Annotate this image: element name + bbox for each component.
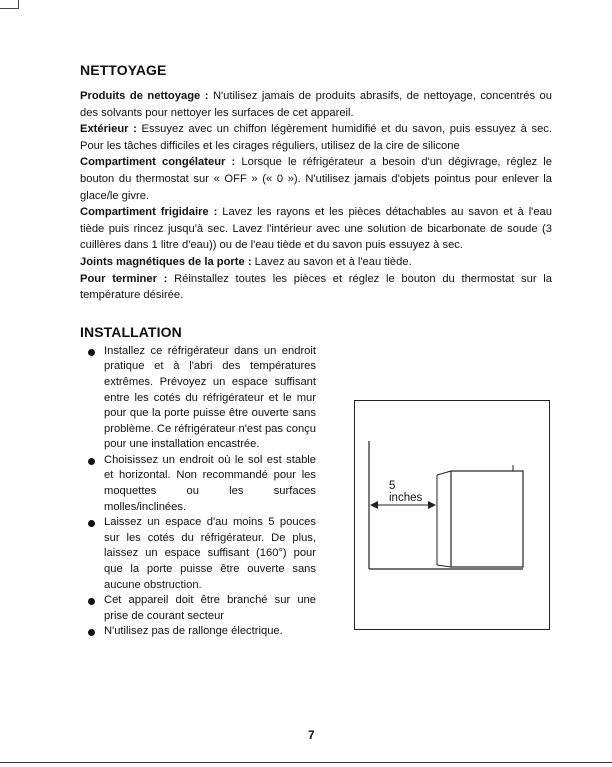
installation-section <box>80 344 552 640</box>
bullet-icon <box>88 598 95 605</box>
list-item <box>80 624 316 640</box>
cleaning-item-gaskets <box>80 254 552 271</box>
cleaning-term: Compartiment frigidaire : <box>80 206 218 219</box>
list-item-text: Laissez un espace d'au moins 5 pouces sur les cotés du réfrigérateur. De plus, laissez un espace suffisant (160°) pour que la porte puisse être ouverte sans aucune obstruction. <box>104 516 316 591</box>
bullet-icon <box>88 458 95 465</box>
page-number: 7 <box>308 728 315 742</box>
cleaning-title: NETTOYAGE <box>80 62 167 78</box>
dimension-arrow-left-icon <box>370 501 378 509</box>
page-content <box>80 62 552 640</box>
refrigerator-body <box>451 471 523 567</box>
installation-title: INSTALLATION <box>80 323 182 340</box>
clearance-diagram <box>354 400 550 630</box>
cleaning-term: Pour terminer : <box>80 272 168 285</box>
bullet-icon <box>88 629 95 636</box>
cleaning-term: Compartiment congélateur : <box>80 156 236 169</box>
cleaning-section <box>80 88 552 304</box>
refrigerator-clearance-drawing <box>355 401 549 629</box>
list-item-text: N'utilisez pas de rallonge électrique. <box>104 625 283 638</box>
list-item <box>80 453 316 515</box>
cleaning-text: Lorsque le réfrigérateur a besoin d'un dégivrage, réglez le bouton du thermostat sur « OFF » (« 0 »). N'utilisez jamais d'objets pointus pour enlever la glace/le givre. <box>80 156 552 202</box>
cleaning-text: Lavez les rayons et les pièces détachables au savon et à l'eau tiède puis rincez jusqu'à sec. Lavez l'intérieur avec une solution de bicarbonate de soude (3 cuillères dans 1 litre d'eau)) ou de l'eau tiède et du savon puis essuyez à sec. <box>80 206 552 252</box>
page-corner-mark <box>0 0 19 9</box>
bottom-rule <box>0 762 612 763</box>
refrigerator-door-top <box>437 471 451 475</box>
list-item-text: Cet appareil doit être branché sur une prise de courant secteur <box>104 594 316 622</box>
cleaning-term: Joints magnétiques de la porte : <box>80 255 252 268</box>
distance-value-label: 5 <box>389 479 396 492</box>
list-item <box>80 515 316 593</box>
cleaning-text: Lavez au savon et à l'eau tiède. <box>251 255 412 268</box>
cleaning-text: N'utilisez jamais de produits abrasifs, de nettoyage, concentrés ou des solvants pour nettoyer les surfaces de cet appareil. <box>80 90 552 119</box>
cleaning-item-fridge <box>80 204 552 254</box>
cleaning-term: Produits de nettoyage : <box>80 90 209 102</box>
cleaning-item-finish <box>80 271 552 304</box>
cleaning-item-products <box>80 88 552 121</box>
cleaning-term: Extérieur : <box>80 123 137 136</box>
list-item-text: Choisissez un endroit où le sol est stable et horizontal. Non recommandé pour les moquettes ou les surfaces molles/inclinées. <box>104 453 316 513</box>
bullet-icon <box>88 520 95 527</box>
refrigerator-door-bottom <box>437 565 451 567</box>
bullet-icon <box>88 349 95 356</box>
distance-unit-label: inches <box>389 491 423 504</box>
cleaning-text: Réinstallez toutes les pièces et réglez le bouton du thermostat sur la température désirée. <box>80 272 552 302</box>
installation-list <box>80 344 316 640</box>
cleaning-text: Essuyez avec un chiffon légèrement humidifié et du savon, puis essuyez à sec. Pour les tâches difficiles et les cirages réguliers, utilisez de la cire de silicone <box>80 123 552 152</box>
list-item <box>80 593 316 624</box>
cleaning-item-freezer <box>80 154 552 204</box>
list-item <box>80 344 316 453</box>
list-item-text: Installez ce réfrigérateur dans un endroit pratique et à l'abri des températures extrêmes. Prévoyez un espace suffisant entre les cotés du réfrigérateur et le mur pour que la porte puisse être ouverte sans problème. Ce réfrigérateur n'est pas conçu pour une installation encastrée. <box>104 344 316 451</box>
dimension-arrow-right-icon <box>428 501 436 509</box>
cleaning-item-exterior <box>80 121 552 154</box>
